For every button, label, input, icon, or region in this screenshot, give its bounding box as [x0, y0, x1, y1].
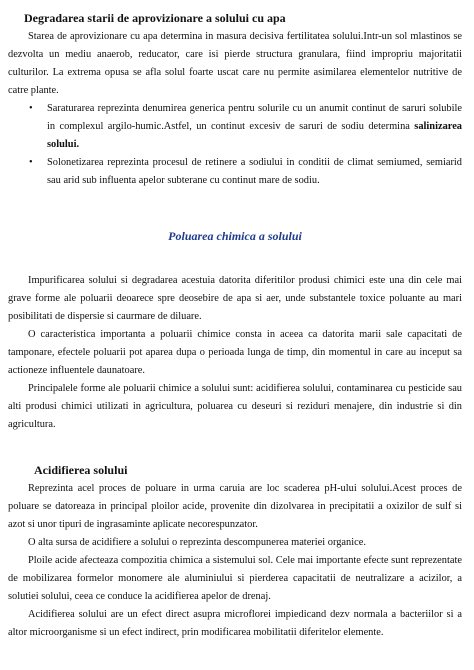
paragraph-chemical-3: Principalele forme ale poluarii chimice a solului sunt: acidifierea solului, contaminarea cu pesticide sau alti produsi chimici utilizati in agricultura, poluarea cu deseuri si reziduri menajere, din industrie si din agricultura.: [8, 383, 462, 430]
section-heading-acidification: Acidifierea solului: [34, 463, 128, 477]
bold-term-salinizarea: salinizarea solului.: [47, 121, 462, 150]
paragraph-acid-1: Reprezinta acel proces de poluare in urma caruia are loc scaderea pH-ului solului.Acest proces de poluare se datoreaza in principal ploilor acide, provenite din dizolvarea in precipitatii a oxizilor de sulf si azot si unor tipuri de ingrasaminte aplicate necorespunzator.: [8, 483, 462, 530]
bullet-icon: •: [29, 103, 33, 114]
bullet-icon: •: [29, 157, 33, 168]
paragraph-chemical-1: Impurificarea solului si degradarea acestuia datorita diferitilor produsi chimici este una din cele mai grave forme ale poluarii deoarece spre deosebire de apa si aer, unde substantele toxice poluante au mari posibilitati de dispersie si caurmare de diluare.: [8, 275, 462, 322]
section-heading-chemical-pollution: Poluarea chimica a solului: [168, 229, 302, 243]
list-item: [8, 100, 462, 154]
section-heading-water-supply: Degradarea starii de aprovizionare a solului cu apa: [24, 11, 286, 25]
paragraph-water-supply: Starea de aprovizionare cu apa determina in masura decisiva fertilitatea solului.Intr-un sol mlastinos se dezvolta un mediu anaerob, reducator, care isi pierde structura granulara, fiind impropriu majoritatii culturilor. La extrema opusa se afla solul foarte uscat care nu permite asimilarea elementelor nutritive de catre plante.: [8, 31, 462, 96]
list-item: [8, 154, 462, 190]
paragraph-acid-3: Ploile acide afecteaza compozitia chimica a sistemului sol. Cele mai importante efecte sunt reprezentate de mobilizarea formelor monomere ale aluminiului si pierderea capacitatii de neutralizare a acizilor, a solutiei solului, ceea ce conduce la acidifierea apelor de drenaj.: [8, 555, 462, 602]
bullet-text-saraturarea: Saraturarea reprezinta denumirea generica pentru solurile cu un anumit continut de saruri solubile in complexul argilo-humic.Astfel, un continut excesiv de saruri de sodiu determina: [47, 103, 462, 132]
bullet-list: [8, 100, 462, 190]
paragraph-acid-2: O alta sursa de acidifiere a solului o reprezinta descompunerea materiei organice.: [28, 537, 366, 548]
paragraph-chemical-2: O caracteristica importanta a poluarii chimice consta in aceea ca datorita marii sale capacitati de tamponare, efectele poluarii pot aparea dupa o perioada lunga de timp, din momentul in care au inceput sa actioneze influentele daunatoare.: [8, 329, 462, 376]
bullet-text-solonetizarea: Solonetizarea reprezinta procesul de retinere a sodiului in conditii de climat semiumed, semiarid sau arid sub influenta apelor subterane cu continut mare de sodiu.: [47, 157, 462, 186]
paragraph-acid-4: Acidifierea solului are un efect direct asupra microflorei impiedicand dezv normala a bacteriilor si a altor microorganisme si un efect indirect, prin modificarea mobilitatii diferitelor elemente.: [8, 609, 462, 638]
